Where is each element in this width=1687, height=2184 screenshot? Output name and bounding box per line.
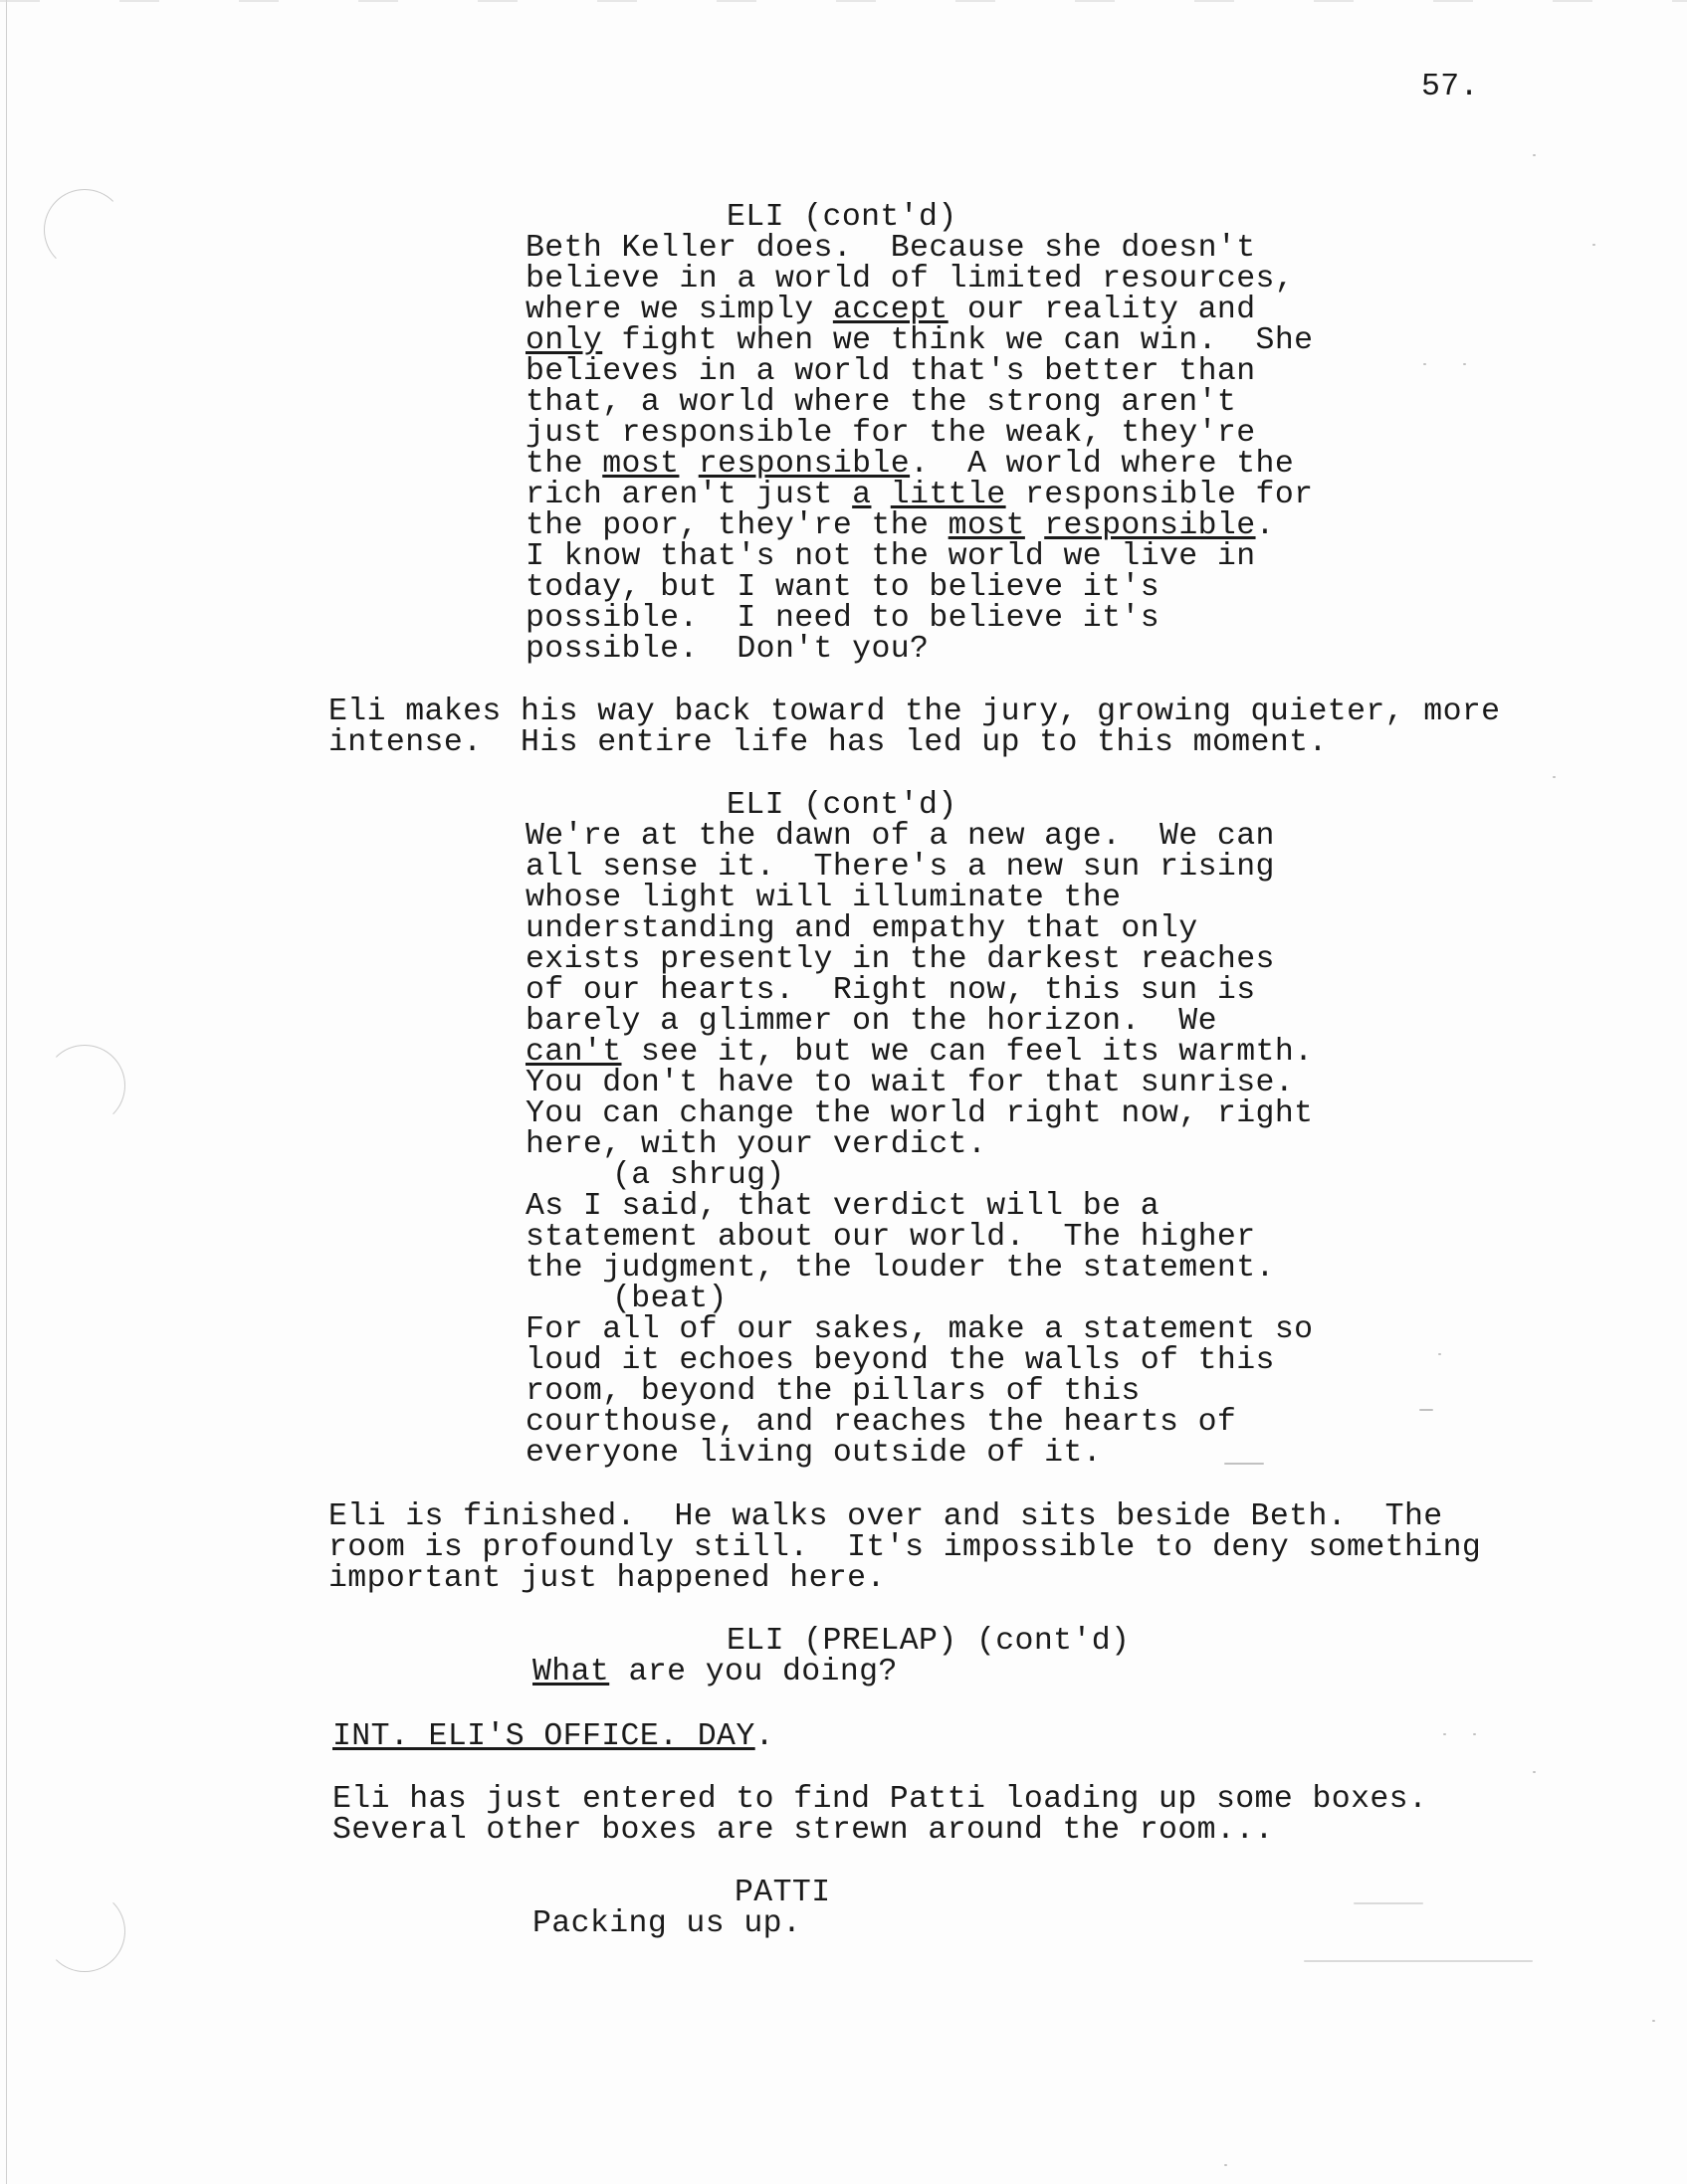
dialogue-line: just responsible for the weak, they're bbox=[526, 416, 1256, 451]
dialogue-line: the most responsible. A world where the bbox=[526, 447, 1295, 482]
dialogue-line: here, with your verdict. bbox=[526, 1127, 987, 1162]
page-number: 57. bbox=[1421, 70, 1479, 104]
dialogue-line: all sense it. There's a new sun rising bbox=[526, 850, 1275, 885]
dialogue-line: Beth Keller does. Because she doesn't bbox=[526, 231, 1256, 266]
action-line: intense. His entire life has led up to this moment. bbox=[328, 725, 1328, 760]
dialogue-line: today, but I want to believe it's bbox=[526, 570, 1160, 605]
scan-speck bbox=[1304, 1960, 1533, 1962]
dialogue-line: room, beyond the pillars of this bbox=[526, 1374, 1141, 1409]
dialogue-line: rich aren't just a little responsible for bbox=[526, 478, 1314, 512]
scan-speck bbox=[1463, 363, 1466, 365]
action-line: Eli makes his way back toward the jury, growing quieter, more bbox=[328, 695, 1501, 729]
action-line: Eli is finished. He walks over and sits beside Beth. The bbox=[328, 1499, 1443, 1534]
scan-speck bbox=[1224, 2164, 1227, 2166]
dialogue-line: statement about our world. The higher bbox=[526, 1220, 1256, 1255]
emphasis-underline: What bbox=[532, 1655, 610, 1689]
dialogue-line: understanding and empathy that only bbox=[526, 911, 1198, 946]
dialogue-line: I know that's not the world we live in bbox=[526, 539, 1256, 574]
dialogue-line: only fight when we think we can win. She bbox=[526, 323, 1314, 358]
dialogue-line: You don't have to wait for that sunrise. bbox=[526, 1066, 1295, 1100]
parenthetical: (a shrug) bbox=[612, 1158, 785, 1193]
scan-speck bbox=[1553, 776, 1556, 778]
scan-speck bbox=[1423, 363, 1426, 365]
dialogue-line: For all of our sakes, make a statement so bbox=[526, 1312, 1314, 1347]
emphasis-underline: most bbox=[602, 447, 680, 482]
emphasis-underline: responsible bbox=[698, 447, 911, 482]
character-cue: ELI (cont'd) bbox=[727, 788, 957, 823]
dialogue-line: believe in a world of limited resources, bbox=[526, 262, 1295, 297]
emphasis-underline: little bbox=[890, 478, 1006, 512]
emphasis-underline: accept bbox=[832, 293, 949, 327]
dialogue-line: the judgment, the louder the statement. bbox=[526, 1251, 1275, 1286]
dialogue-line: whose light will illuminate the bbox=[526, 881, 1122, 915]
dialogue-line: possible. Don't you? bbox=[526, 632, 930, 667]
action-line: room is profoundly still. It's impossible to deny something bbox=[328, 1530, 1482, 1565]
emphasis-underline: a bbox=[852, 478, 872, 512]
dialogue-line: the poor, they're the most responsible. bbox=[526, 508, 1275, 543]
punch-hole-mark bbox=[44, 1045, 125, 1126]
dialogue-line: everyone living outside of it. bbox=[526, 1436, 1103, 1471]
emphasis-underline: responsible bbox=[1044, 508, 1256, 543]
dialogue-line: loud it echoes beyond the walls of this bbox=[526, 1343, 1275, 1378]
scan-speck bbox=[1224, 1463, 1264, 1465]
action-line: Eli has just entered to find Patti loading up some boxes. bbox=[332, 1782, 1428, 1817]
dialogue-line: As I said, that verdict will be a bbox=[526, 1189, 1160, 1224]
scan-speck bbox=[1438, 1353, 1441, 1355]
emphasis-underline: most bbox=[948, 508, 1025, 543]
scan-speck bbox=[1443, 1733, 1446, 1735]
scan-speck bbox=[1652, 2020, 1655, 2022]
scan-speck bbox=[1592, 244, 1595, 246]
action-line: important just happened here. bbox=[328, 1561, 886, 1596]
dialogue-line: courthouse, and reaches the hearts of bbox=[526, 1405, 1237, 1440]
character-cue: ELI (cont'd) bbox=[727, 200, 957, 235]
scan-speck bbox=[1473, 1733, 1476, 1735]
dialogue-line: Packing us up. bbox=[532, 1906, 802, 1941]
dialogue-line: You can change the world right now, right bbox=[526, 1096, 1314, 1131]
action-line: Several other boxes are strewn around the room... bbox=[332, 1813, 1274, 1848]
dialogue-line: of our hearts. Right now, this sun is bbox=[526, 973, 1256, 1008]
character-cue: PATTI bbox=[735, 1876, 831, 1910]
scan-speck bbox=[1533, 154, 1536, 156]
dialogue-line: believes in a world that's better than bbox=[526, 354, 1256, 389]
dialogue-line: that, a world where the strong aren't bbox=[526, 385, 1237, 420]
dialogue-line: What are you doing? bbox=[532, 1655, 898, 1689]
page-edge-line bbox=[6, 0, 7, 2184]
dialogue-line: We're at the dawn of a new age. We can bbox=[526, 819, 1275, 854]
scan-speck bbox=[1354, 1902, 1423, 1904]
character-cue: ELI (PRELAP) (cont'd) bbox=[727, 1624, 1131, 1659]
dialogue-line: possible. I need to believe it's bbox=[526, 601, 1160, 636]
parenthetical: (beat) bbox=[612, 1282, 728, 1316]
scene-heading: INT. ELI'S OFFICE. DAY. bbox=[332, 1719, 774, 1754]
punch-hole-mark bbox=[44, 1890, 125, 1972]
scan-speck bbox=[1419, 1409, 1433, 1411]
dialogue-line: can't see it, but we can feel its warmth. bbox=[526, 1035, 1314, 1070]
dialogue-line: where we simply accept our reality and bbox=[526, 293, 1256, 327]
emphasis-underline: only bbox=[526, 323, 603, 358]
punch-hole-mark bbox=[44, 189, 125, 271]
emphasis-underline: can't bbox=[526, 1035, 622, 1070]
dialogue-line: exists presently in the darkest reaches bbox=[526, 942, 1275, 977]
dialogue-line: barely a glimmer on the horizon. We bbox=[526, 1004, 1217, 1039]
scan-speck bbox=[1533, 1771, 1536, 1773]
scan-top-edge bbox=[0, 0, 1687, 2]
